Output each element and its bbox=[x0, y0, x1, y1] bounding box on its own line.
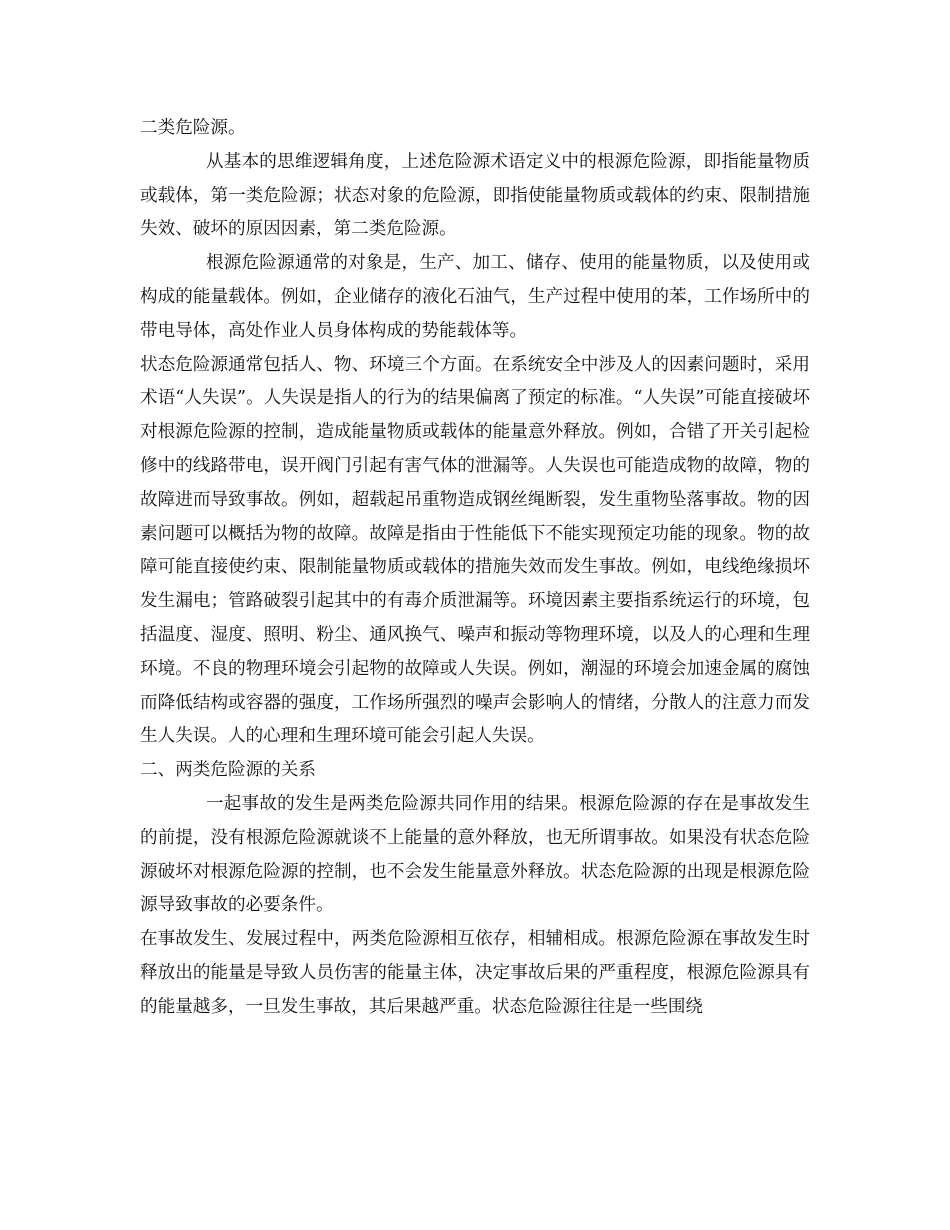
section-heading: 二、两类危险源的关系 bbox=[140, 760, 316, 781]
paragraph-root-hazard: 根源危险源通常的对象是，生产、加工、储存、使用的能量物质，以及使用或构成的能量载体。例如，企业储存的液化石油气，生产过程中使用的苯，工作场所中的带电导体，高处作业人员身体构成的势能载体等。 bbox=[140, 253, 810, 341]
paragraph-logic-angle: 从基本的思维逻辑角度，上述危险源术语定义中的根源危险源，即指能量物质或载体，第一类危险源；状态对象的危险源，即指使能量物质或载体的约束、限制措施失效、破坏的原因因素，第二类危险源。 bbox=[140, 151, 810, 240]
paragraph-state-hazard: 状态危险源通常包括人、物、环境三个方面。在系统安全中涉及人的因素问题时，采用术语“人失误”。人失误是指人的行为的结果偏离了预定的标准。“人失误”可能直接破坏对根源危险源的控制，造成能量物质或载体的能量意外释放。例如，合错了开关引起检修中的线路带电，误开阀门引起有害气体的泄漏等。人失误也可能造成物的故障，物的故障进而导致事故。例如，超载起吊重物造成钢丝绳断裂，发生重物坠落事故。物的因素问题可以概括为物的故障。故障是指由于性能低下不能实现预定功能的现象。物的故障可能直接使约束、限制能量物质或载体的措施失效而发生事故。例如，电线绝缘损坏发生漏电；管路破裂引起其中的有毒介质泄漏等。环境因素主要指系统运行的环境，包括温度、湿度、照明、粉尘、通风换气、噪声和振动等物理环境，以及人的心理和生理环境。不良的物理环境会引起物的故障或人失误。例如，潮湿的环境会加速金属的腐蚀而降低结构或容器的强度，工作场所强烈的噪声会影响人的情绪，分散人的注意力而发生人失误。人的心理和生理环境可能会引起人失误。 bbox=[140, 354, 810, 747]
document-page bbox=[140, 112, 810, 1025]
paragraph-relationship: 一起事故的发生是两类危险源共同作用的结果。根源危险源的存在是事故发生的前提，没有根源危险源就谈不上能量的意外释放，也无所谓事故。如果没有状态危险源破坏对根源危险源的控制，也不会发生能量意外释放。状态危险源的出现是根源危险源导致事故的必要条件。 bbox=[140, 793, 810, 916]
paragraph-continuation: 二类危险源。 bbox=[140, 118, 246, 138]
paragraph-interdependence: 在事故发生、发展过程中，两类危险源相互依存，相辅相成。根源危险源在事故发生时释放出的能量是导致人员伤害的能量主体，决定事故后果的严重程度，根源危险源具有的能量越多，一旦发生事故，其后果越严重。状态危险源往往是一些围绕 bbox=[140, 929, 810, 1017]
